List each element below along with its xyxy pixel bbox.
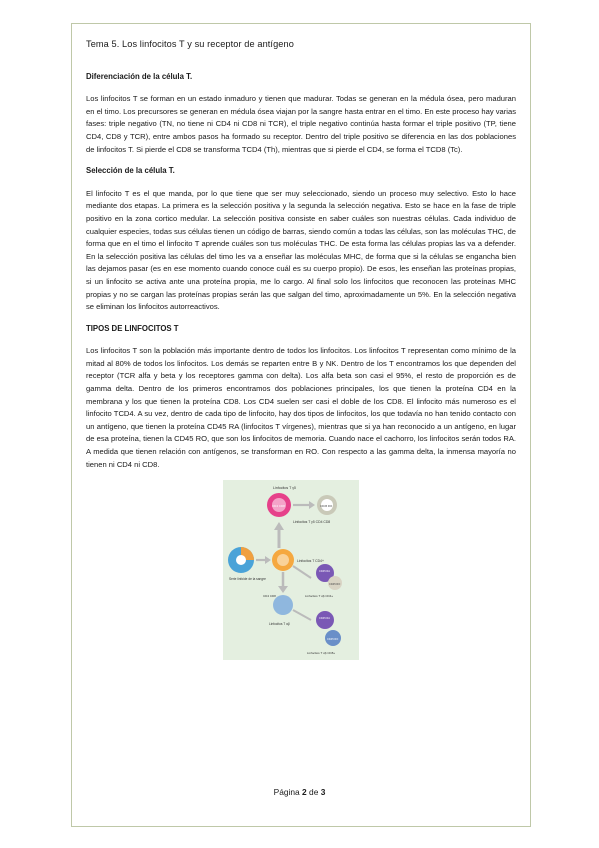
lymphocyte-diagram — [223, 480, 359, 660]
page-footer — [0, 787, 599, 797]
footer-prefix: Página — [273, 787, 300, 797]
section-heading-tipos: TIPOS DE LINFOCITOS T — [86, 323, 179, 333]
label-tab: Linfocitos T αβ — [269, 622, 290, 627]
arrowhead-right-top — [309, 501, 315, 509]
label-cd4: Linfocitos T CD4+ — [297, 559, 324, 564]
cell-cd45ra-2 — [316, 611, 334, 629]
paragraph-diferenciacion: Los linfocitos T se forman en un estado inmaduro y tienen que madurar. Todas se generan en la médula ósea, pero maduran en el timo. Los precursores se generan en médula ósea viajan por la sangre hasta entrar en el timo. En este proceso hay varias fases: triple negativo (TN, no tiene ni CD4 ni CD8 ni TCR), el triple negativo continúa hasta formar el triple positivo (TP, tiene CD4, CD8 y TCR), entre ambos pasos ha formado su receptor. Dentro del triple positivo se diferencia en las dos poblaciones de linfocitos T. Si pierde el CD8 se transforma TCD4 (Th), mientras que si pierde el CD4, se forma el TCD8 (Tc). — [86, 94, 516, 154]
section-heading-diferenciacion: Diferenciación de la célula T. — [86, 71, 193, 81]
label-cd4cd8-mid: CD4 CD8 — [263, 594, 276, 599]
cell-lower — [273, 595, 293, 615]
label-cd45ro-2: CD45 RO — [327, 638, 339, 642]
label-cd4cd8-left: CD4 CD8 — [272, 504, 285, 509]
arrow-to-cd45ra1 — [293, 566, 311, 578]
label-cd45ro-top: CD45 RO — [320, 504, 333, 509]
label-cd45ro-1: CD45 RO — [329, 583, 341, 587]
label-tgd-sub: Linfocitos T γδ CD4 CD8 — [293, 520, 331, 525]
arrowhead-stem-center — [265, 556, 271, 564]
cell-stem-nucleus — [236, 555, 246, 565]
lymphocyte-diagram-svg — [223, 480, 359, 660]
cell-center-nucleus — [277, 554, 289, 566]
paragraph-seleccion: El linfocito T es el que manda, por lo que tiene que ser muy seleccionado, siendo un proceso muy selectivo. Esto lo hace mediante dos etapas. La primera es la selección positiva y la segunda la selección negativa. Esto se hace en la fase de triple positivo en la zona cortico medular. La selección positiva consiste en saber cuáles son nuestras células. Cada individuo de cualquier especies, todas sus células tienen un código de barras, siendo común a todas las células, son las moléculas THC, de forma que en el timo el linfocito T aprende cuáles son tus moléculas THC. De esta forma las células propias las va a defender. En la selección positiva las células del timo les va a enseñar las moléculas MHC, de forma que si la células se engancha bien las dejamos pasar (es en ese momento cuando conoce cuál es su cuerpo propio). De esos, les enseñan las proteínas propias, si un linfocito se activa ante una proteína propia, me lo cargo. Al final solo los linfocitos que reconocen las proteínas MHC propias y no se cargan las proteínas propias serán las que salgan del timo, aproximadamente un 5%. En la selección negativa se eliminan los linfocitos autorreactivos. — [86, 188, 516, 312]
label-cd8-sub: Linfocitos T αβ CD8+ — [307, 651, 336, 656]
arrowhead-up — [274, 522, 284, 530]
document-body — [86, 38, 516, 660]
arrow-to-cd45ra2 — [293, 610, 311, 620]
section-heading-seleccion: Selección de la célula T. — [86, 166, 175, 176]
label-cd4-sub: Linfocitos T αβ CD4+ — [305, 594, 334, 599]
label-top: Linfocitos T γδ — [273, 486, 297, 491]
paragraph-tipos: Los linfocitos T son la población más importante dentro de todos los linfocitos. Los linfocitos T representan como mínimo de la mitad al 80% de todos los linfocitos. Los demás se reparten entre B y NK. Dentro de los T encontramos los que dependen del receptor (TCR alfa y beta y los receptores gamma con delta). Los alfa beta son casi el 95%, el resto de proporción es de gamma delta. Dentro de los primeros encontramos dos poblaciones principales, los que tienen la proteína CD4 en la membrana y los que tienen la proteína CD8. Los CD4 suelen ser casi el doble de los CD8. El linfocito más numeroso es el linfocito TCD4. A su vez, dentro de cada tipo de linfocito, hay dos tipos de linfocitos, los que todavía no han tenido contacto con un antígeno, que tienen la proteína CD45 RA (linfocitos T vírgenes), mientras que si ya han reconocido a un antígeno, en lugar de esa proteína, tienen la CD45 RO, que son los linfocitos de memoria. Cuando nace el cachorro, los linfocitos serán todos RA. A medida que tienen relación con antígenos, se transforman en RO. Con respecto a las gamma delta, la inmensa mayoría no tienen ni CD4 ni CD8. — [86, 346, 516, 469]
arrowhead-down — [278, 586, 288, 593]
label-cd45ra-1: CD45 RA — [319, 570, 330, 574]
footer-of: de — [309, 787, 319, 797]
label-cd45ra-2: CD45 RA — [319, 617, 330, 621]
label-stem: Serie linfoide de la sangre — [229, 577, 266, 582]
footer-total-pages: 3 — [320, 787, 326, 797]
footer-page-number: 2 — [302, 787, 307, 797]
page-title: Tema 5. Los linfocitos T y su receptor de antígeno — [86, 39, 294, 49]
